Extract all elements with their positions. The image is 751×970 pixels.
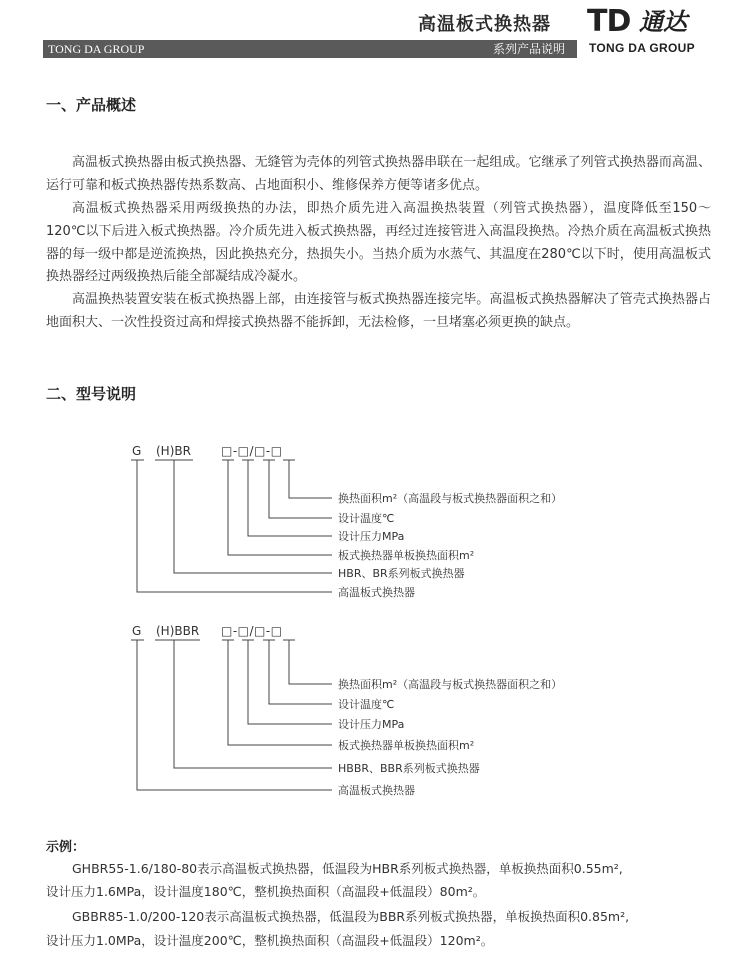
example-line-3: GBBR85-1.0/200-120表示高温板式换热器，低温段为BBR系列板式换热器，单板换热面积0.85m², [72,909,630,924]
diagram2-label-pressure: 设计压力MPa [338,718,405,731]
example-line-4: 设计压力1.0MPa，设计温度200℃，整机换热面积（高温段+低温段）120m²。 [46,933,494,948]
logo-td-text: TD [587,4,631,39]
diagram1-label-pressure: 设计压力MPa [338,530,405,543]
diagram1-label-product: 高温板式换热器 [338,586,415,599]
logo-cn-text: 通达 [639,8,687,36]
overview-paragraph-3: 高温换热装置安装在板式换热器上部，由连接管与板式换热器连接完毕。高温板式换热器解决了管壳式换热器占地面积大、一次性投资过高和焊接式换热器不能拆卸，无法检修，一旦堵塞必须更换的缺点。 [46,292,711,330]
diagram2-label-series: HBBR、BBR系列板式换热器 [338,762,480,775]
diagram2-code-g: G [132,624,142,638]
diagram2-label-product: 高温板式换热器 [338,784,415,797]
document-title: 高温板式换热器 [418,14,551,35]
diagram2-label-plate-area: 板式换热器单板换热面积m² [338,739,475,752]
diagram2-code-series: (H)BBR [156,624,200,638]
diagram1-code-g: G [132,444,142,458]
diagram1-label-series: HBR、BR系列板式换热器 [338,567,465,580]
diagram1-label-temperature: 设计温度℃ [338,512,395,525]
overview-paragraph-1: 高温板式换热器由板式换热器、无缝管为壳体的列管式换热器串联在一起组成。它继承了列管式换热器而高温、运行可靠和板式换热器传热系数高、占地面积小、维修保养方便等诸多优点。 [46,155,711,193]
header-series-label: 系列产品说明 [492,42,565,56]
diagram2-label-temperature: 设计温度℃ [338,698,395,711]
example-line-2: 设计压力1.6MPa，设计温度180℃，整机换热面积（高温段+低温段）80m²。 [46,884,486,899]
overview-paragraph-2: 高温板式换热器采用两级换热的办法，即热介质先进入高温换热装置（列管式换热器），温度降低至150～120℃以下后进入板式换热器。冷介质先进入板式换热器，再经过连接管进入高温段换热。冷热介质在高温板式换热器的每一级中都是逆流换热，因此换热充分，热损失小。当热介质为水蒸气、其温度在280℃以下时，使用高温板式换热器经过两级换热后能全部凝结成冷凝水。 [46,201,711,285]
diagram2-label-area: 换热面积m²（高温段与板式换热器面积之和） [338,678,563,691]
example-line-1: GHBR55-1.6/180-80表示高温板式换热器，低温段为HBR系列板式换热器，单板换热面积0.55m², [72,861,623,876]
header-group-name: TONG DA GROUP [48,42,145,56]
logo-group-name: TONG DA GROUP [589,41,695,55]
diagram1-code-boxes: □-□/□-□ [221,444,283,458]
section-heading-overview: 一、产品概述 [46,96,137,114]
section-heading-model: 二、型号说明 [46,385,137,403]
diagram2-code-boxes: □-□/□-□ [221,624,283,638]
diagram1-code-series: (H)BR [156,444,191,458]
diagram1-label-area: 换热面积m²（高温段与板式换热器面积之和） [338,492,563,505]
example-heading: 示例： [46,840,86,855]
diagram1-label-plate-area: 板式换热器单板换热面积m² [338,549,475,562]
